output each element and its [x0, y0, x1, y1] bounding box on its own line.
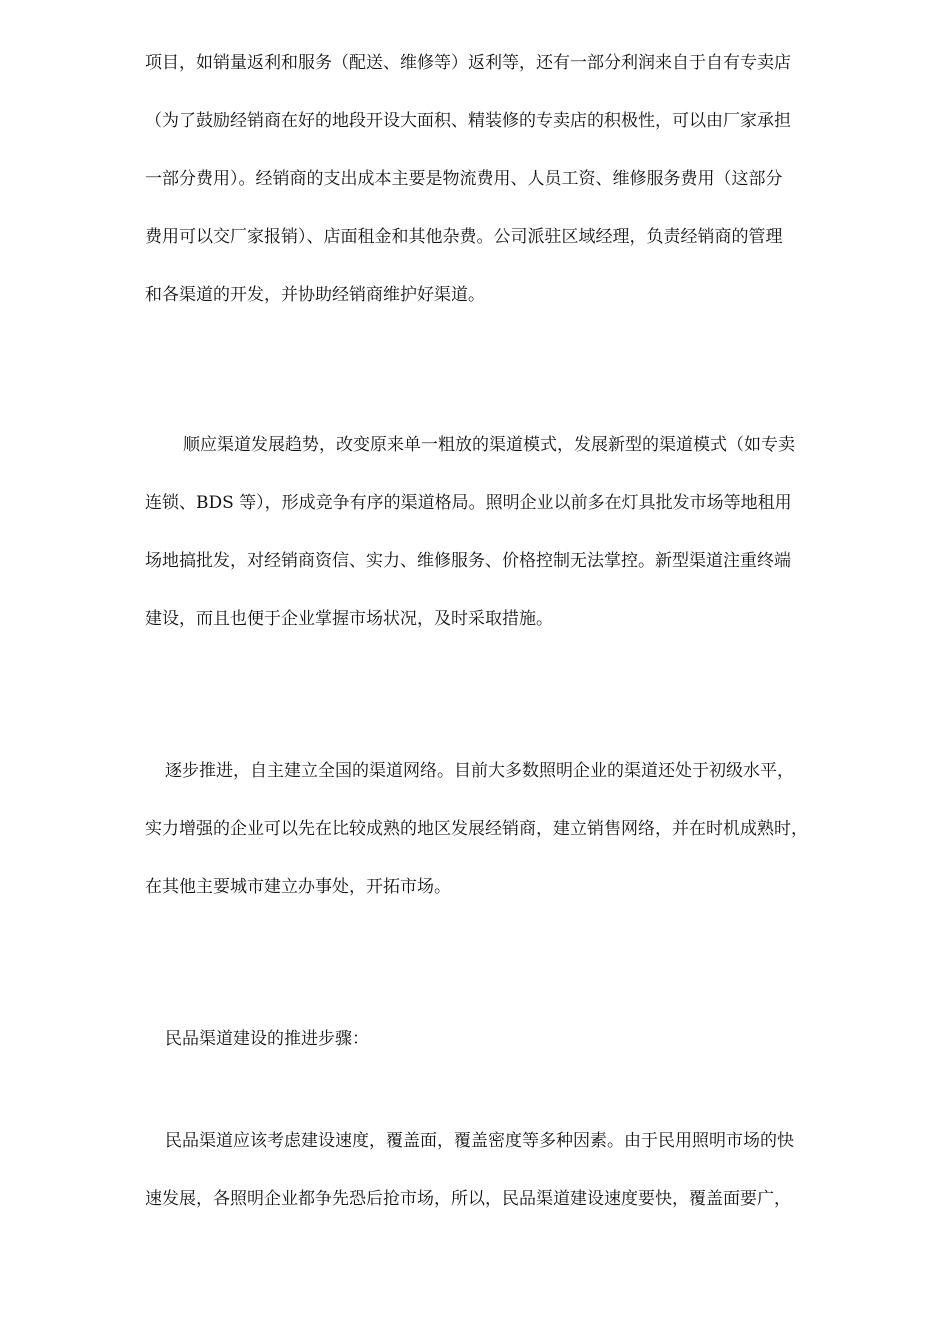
section-heading: 民品渠道建设的推进步骤： — [165, 1029, 369, 1049]
paragraph-2-line-2: 连锁、BDS 等），形成竞争有序的渠道格局。照明企业以前多在灯具批发市场等地租用 — [145, 493, 792, 513]
paragraph-1-line-4: 费用可以交厂家报销）、店面租金和其他杂费。公司派驻区域经理，负责经销商的管理 — [145, 227, 783, 247]
paragraph-2-line-4: 建设，而且也便于企业掌握市场状况，及时采取措施。 — [145, 609, 553, 629]
paragraph-1-line-2: （为了鼓励经销商在好的地段开设大面积、精装修的专卖店的积极性，可以由厂家承担 — [145, 111, 791, 131]
paragraph-1-line-5: 和各渠道的开发，并协助经销商维护好渠道。 — [145, 285, 485, 305]
paragraph-3-line-2: 实力增强的企业可以先在比较成熟的地区发展经销商，建立销售网络，并在时机成熟时， — [145, 819, 808, 839]
paragraph-5-line-1: 民品渠道应该考虑建设速度，覆盖面，覆盖密度等多种因素。由于民用照明市场的快 — [165, 1131, 794, 1151]
paragraph-3-line-3: 在其他主要城市建立办事处，开拓市场。 — [145, 877, 451, 897]
paragraph-2-line-1: 顺应渠道发展趋势，改变原来单一粗放的渠道模式，发展新型的渠道模式（如专卖 — [183, 435, 795, 455]
paragraph-2-line-3: 场地搞批发，对经销商资信、实力、维修服务、价格控制无法掌控。新型渠道注重终端 — [145, 551, 791, 571]
paragraph-1-line-1: 项目，如销量返利和服务（配送、维修等）返利等，还有一部分利润来自于自有专卖店 — [145, 53, 791, 73]
paragraph-5-line-2: 速发展，各照明企业都争先恐后抢市场，所以，民品渠道建设速度要快，覆盖面要广， — [145, 1189, 791, 1209]
paragraph-1-line-3: 一部分费用）。经销商的支出成本主要是物流费用、人员工资、维修服务费用（这部分 — [145, 169, 783, 189]
paragraph-3-line-1: 逐步推进，自主建立全国的渠道网络。目前大多数照明企业的渠道还处于初级水平， — [165, 761, 794, 781]
